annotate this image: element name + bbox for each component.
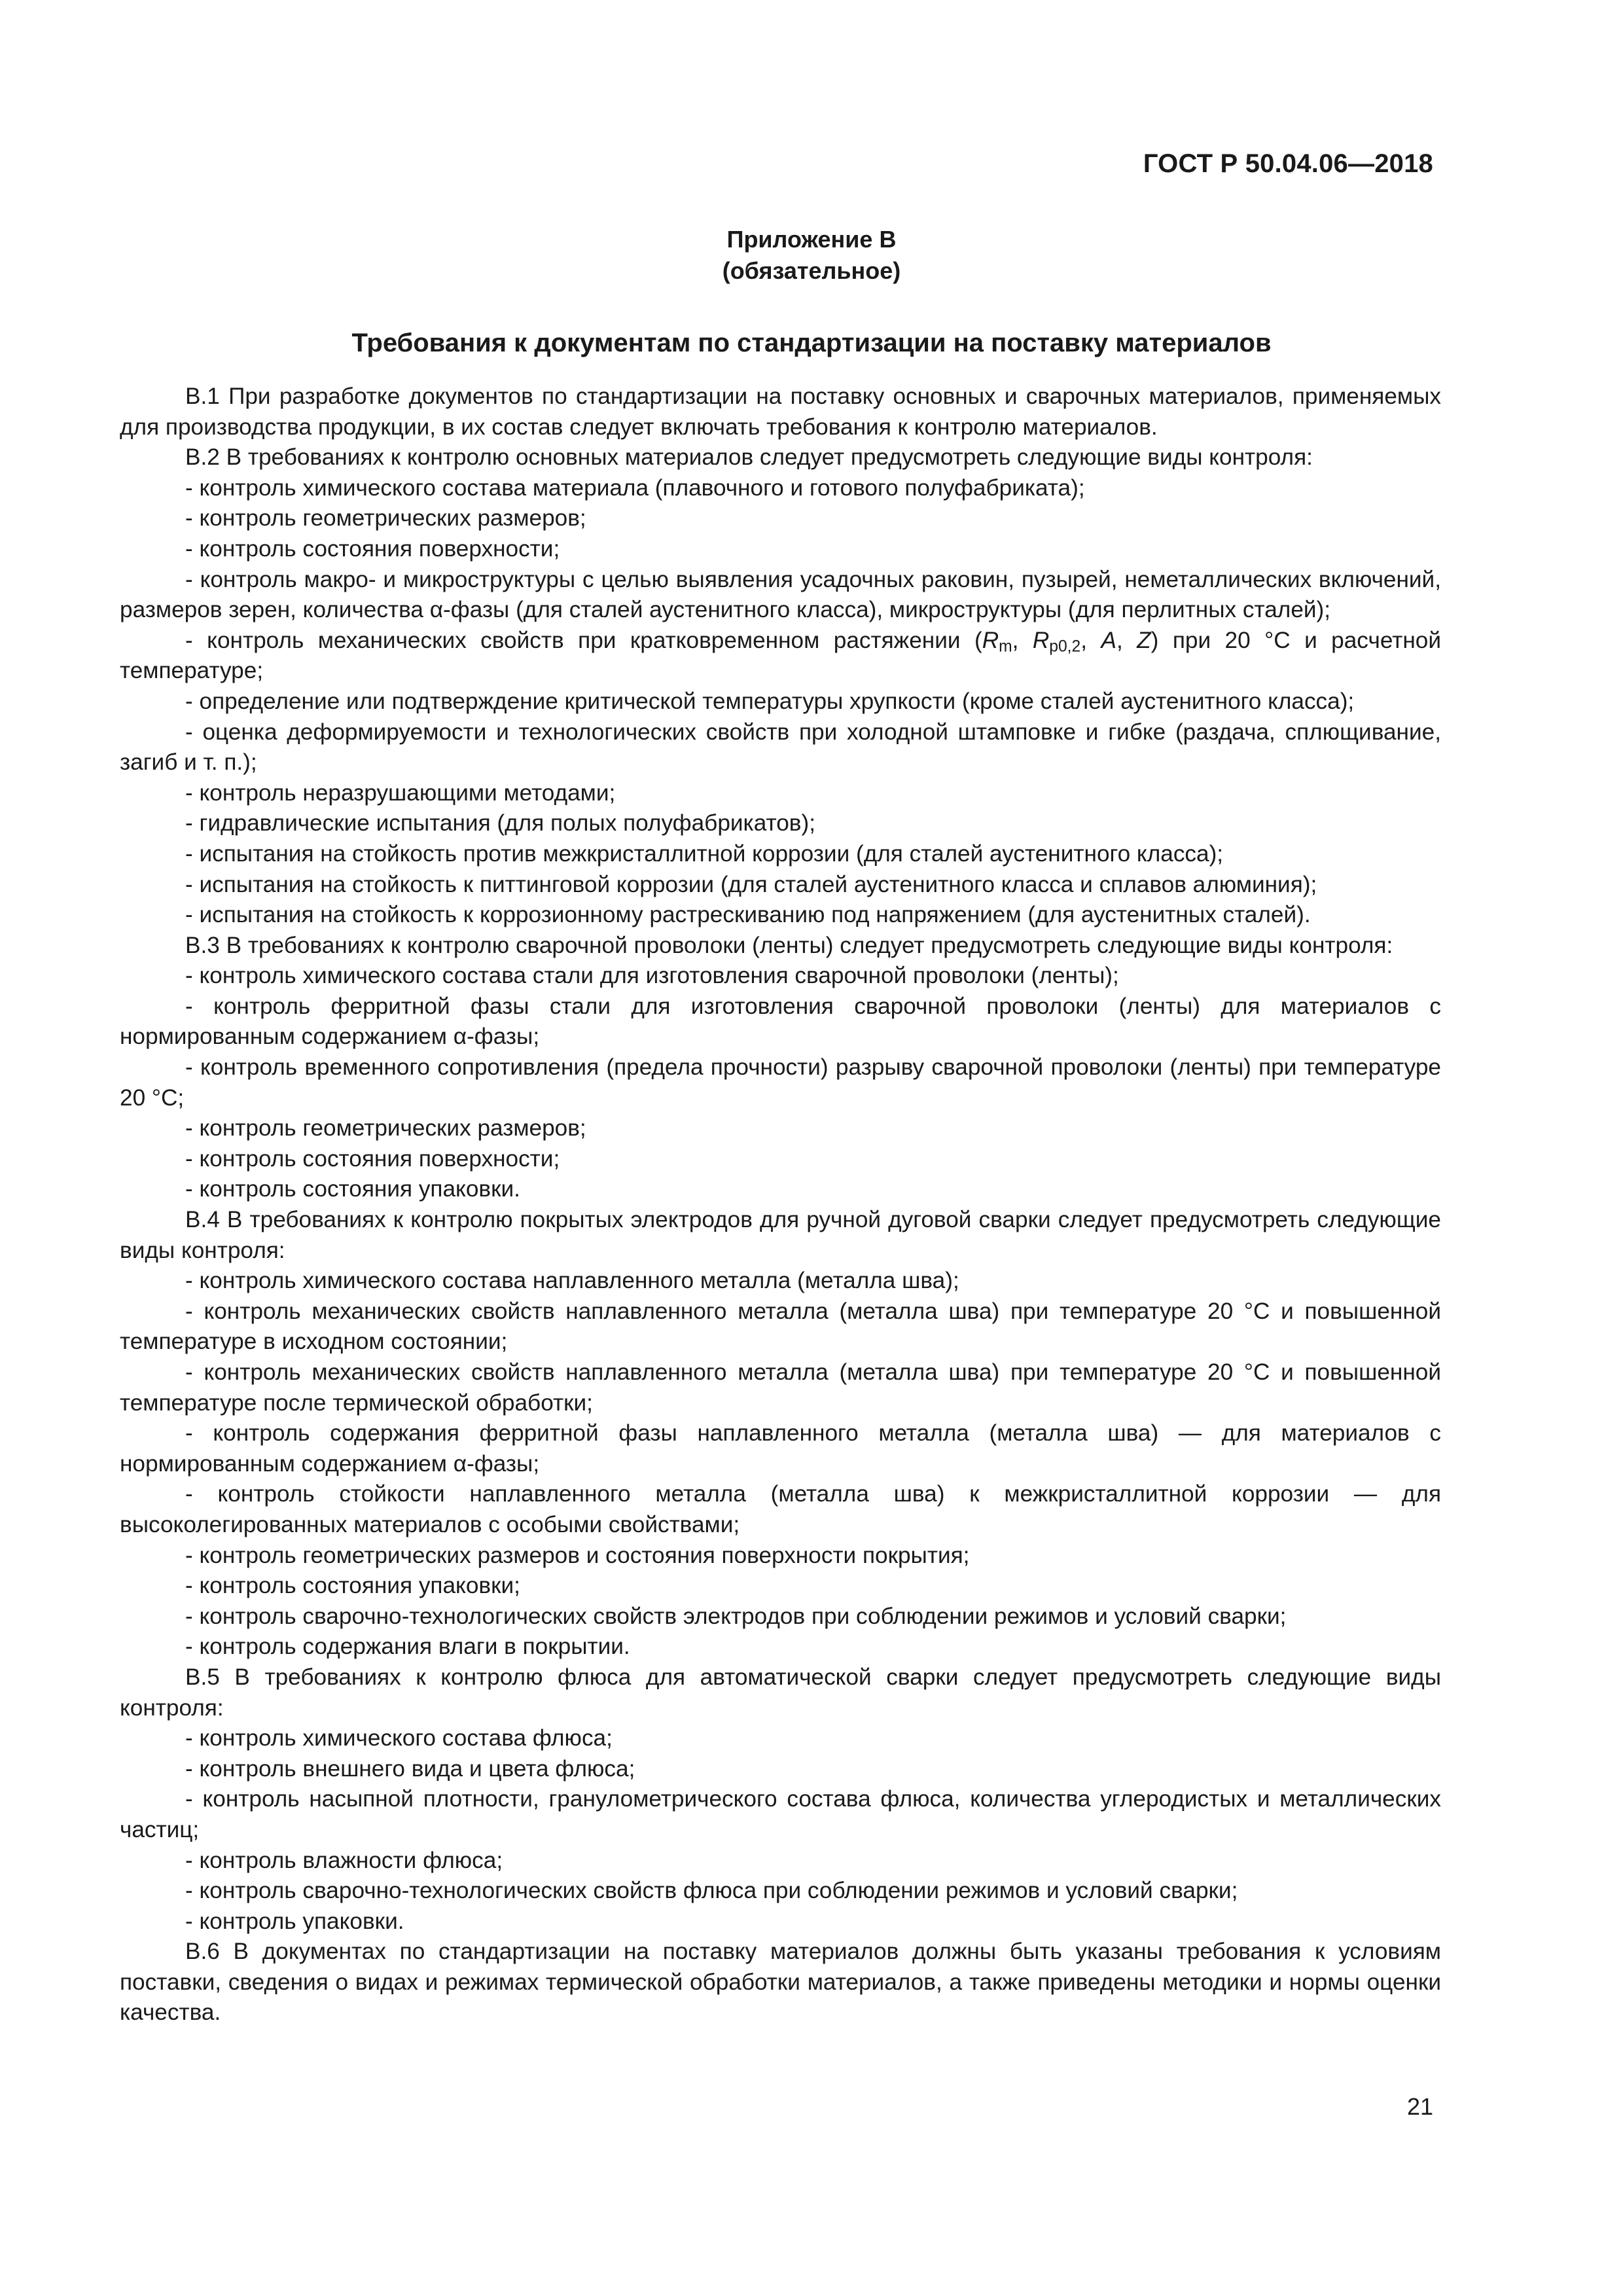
appendix-label: Приложение В: [726, 226, 897, 253]
list-item: - контроль геометрических размеров;: [185, 505, 586, 531]
list-item: - контроль временного сопротивления (предела прочности) разрыву сварочной проволоки (ленты) при температуре 20 °С;: [120, 1054, 1441, 1111]
section-title: Требования к документам по стандартизации на поставку материалов: [351, 329, 1272, 357]
list-item: - испытания на стойкость к коррозионному растрескиванию под напряжением (для аустенитных сталей).: [185, 902, 1311, 928]
list-item: - контроль механических свойств наплавленного металла (металла шва) при температуре 20 °С и повышенной температуре после термической обработки;: [120, 1359, 1441, 1416]
list-item: - контроль неразрушающими методами;: [185, 780, 616, 806]
list-item: - контроль стойкости наплавленного металла (металла шва) к межкристаллитной коррозии — для высоколегированных материалов с особыми свойствами;: [120, 1481, 1441, 1537]
list-item: - контроль механических свойств наплавленного металла (металла шва) при температуре 20 °С и повышенной температуре в исходном состоянии;: [120, 1298, 1441, 1355]
list-item: - контроль сварочно-технологических свойств флюса при соблюдении режимов и условий сварки;: [185, 1878, 1238, 1904]
clause-b2: В.2 В требованиях к контролю основных материалов следует предусмотреть следующие виды контроля:: [185, 444, 1313, 471]
list-item: - контроль состояния поверхности;: [185, 1145, 560, 1172]
list-item: - контроль ферритной фазы стали для изготовления сварочной проволоки (ленты) для материалов с нормированным содержанием α-фазы;: [120, 993, 1441, 1050]
list-item: - оценка деформируемости и технологических свойств при холодной штамповке и гибке (раздача, сплющивание, загиб и т. п.);: [120, 719, 1441, 776]
list-item: - определение или подтверждение критической температуры хрупкости (кроме сталей аустенитного класса);: [185, 688, 1355, 714]
list-item: - контроль состояния упаковки;: [185, 1573, 520, 1599]
document-body: [120, 382, 1441, 2028]
list-item-mechanical-properties: - контроль механических свойств при кратковременном растяжении ($R_m$, $R_{p0,2}$, A, Z) при 20 °С и расчетной температуре;: [120, 627, 1442, 684]
list-item: - контроль химического состава стали для изготовления сварочной проволоки (ленты);: [185, 963, 1119, 989]
list-item: - контроль содержания влаги в покрытии.: [185, 1634, 630, 1660]
list-item: - контроль макро- и микроструктуры с целью выявления усадочных раковин, пузырей, неметаллических включений, размеров зерен, количества α-фазы (для сталей аустенитного класса), микроструктуры (для перлитных сталей);: [120, 566, 1441, 623]
list-item: - испытания на стойкость против межкристаллитной коррозии (для сталей аустенитного класса);: [185, 840, 1224, 867]
list-item: - испытания на стойкость к питтинговой коррозии (для сталей аустенитного класса и сплавов алюминия);: [185, 871, 1317, 897]
list-item: - контроль насыпной плотности, гранулометрического состава флюса, количества углеродистых и металлических частиц;: [120, 1786, 1441, 1842]
clause-b6: В.6 В документах по стандартизации на поставку материалов должны быть указаны требования к условиям поставки, сведения о видах и режимах термической обработки материалов, а также приведены методики и нормы оценки качества.: [120, 1939, 1441, 2026]
clause-b1: В.1 При разработке документов по стандартизации на поставку основных и сварочных материалов, применяемых для производства продукции, в их состав следует включать требования к контролю материалов.: [120, 384, 1441, 440]
list-item: - контроль состояния упаковки.: [185, 1176, 520, 1202]
list-item: - контроль химического состава материала (плавочного и готового полуфабриката);: [185, 475, 1085, 501]
document-code: ГОСТ Р 50.04.06—2018: [1143, 149, 1433, 178]
list-item: - контроль внешнего вида и цвета флюса;: [185, 1755, 635, 1782]
clause-b3: В.3 В требованиях к контролю сварочной проволоки (ленты) следует предусмотреть следующие виды контроля:: [185, 932, 1393, 958]
list-item: - контроль влажности флюса;: [185, 1847, 503, 1873]
appendix-heading: [0, 224, 1623, 287]
list-item: - контроль химического состава наплавленного металла (металла шва);: [185, 1268, 959, 1294]
list-item: - контроль геометрических размеров и состояния поверхности покрытия;: [185, 1542, 970, 1568]
appendix-status: (обязательное): [722, 257, 901, 284]
list-item: - контроль содержания ферритной фазы наплавленного металла (металла шва) — для материалов с нормированным содержанием α-фазы;: [120, 1420, 1441, 1477]
list-item: - контроль сварочно-технологических свойств электродов при соблюдении режимов и условий сварки;: [185, 1603, 1287, 1629]
list-item: - контроль состояния поверхности;: [185, 535, 560, 562]
clause-b4: В.4 В требованиях к контролю покрытых электродов для ручной дуговой сварки следует предусмотреть следующие виды контроля:: [120, 1207, 1441, 1263]
list-item: - контроль геометрических размеров;: [185, 1115, 586, 1141]
clause-b5: В.5 В требованиях к контролю флюса для автоматической сварки следует предусмотреть следующие виды контроля:: [120, 1664, 1441, 1721]
list-item: - контроль упаковки.: [185, 1908, 404, 1934]
page-number: 21: [1406, 2093, 1433, 2120]
list-item: - гидравлические испытания (для полых полуфабрикатов);: [185, 810, 815, 836]
list-item: - контроль химического состава флюса;: [185, 1725, 613, 1751]
